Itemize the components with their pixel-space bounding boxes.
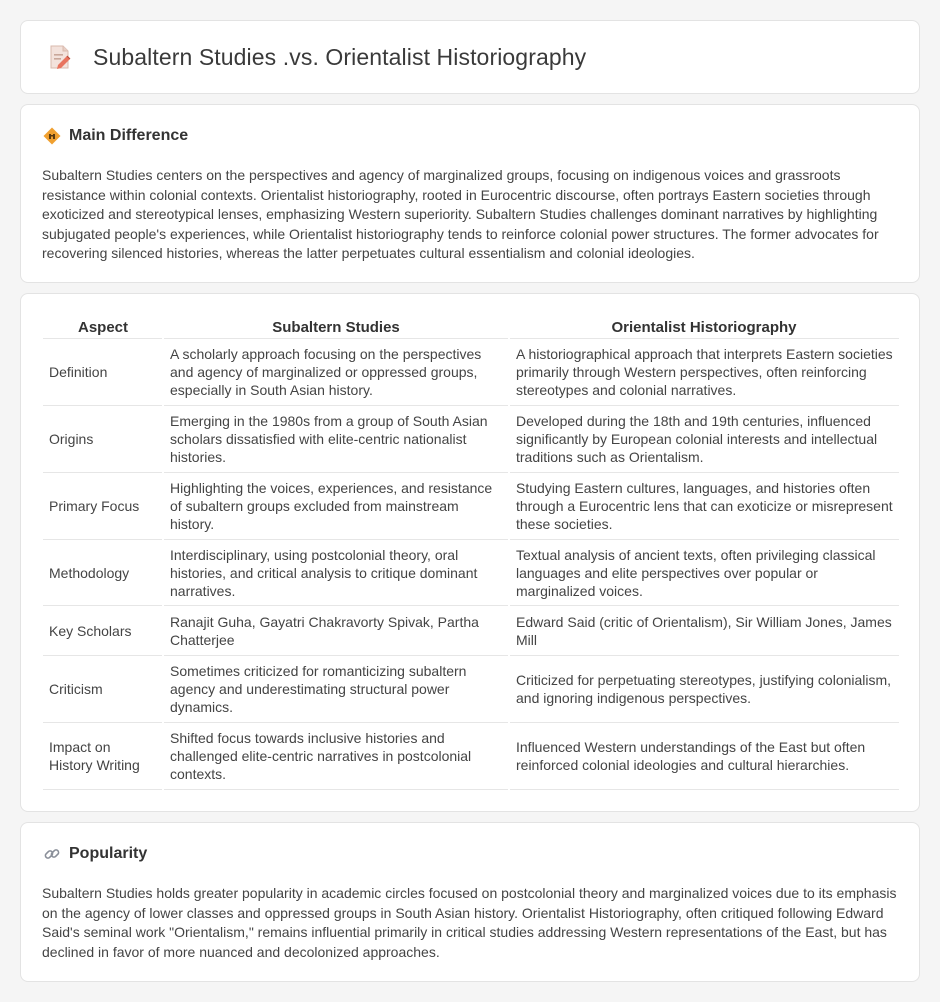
subaltern-cell: A scholarly approach focusing on the perspectives and agency of marginalized or oppressed groups, especially in South Asian history.	[163, 339, 509, 406]
table-row	[43, 339, 899, 406]
table-row	[43, 606, 899, 656]
popularity-heading	[43, 845, 147, 863]
diamond-signpost-icon	[43, 127, 61, 145]
table-row	[43, 406, 899, 473]
aspect-cell: Impact on History Writing	[43, 723, 163, 790]
popularity-text: Subaltern Studies holds greater popularity in academic circles focused on postcolonial theory and marginalized voices due to its emphasis on the agency of lower classes and oppressed groups in South Asian history. Orientalist Historiography, often critiqued following Edward Said's seminal work "Orientalism," remains influential primarily in critical studies addressing Western representations of the East, but has declined in favor of more nuanced and decolonized approaches.	[42, 885, 897, 960]
table-row	[43, 723, 899, 790]
subaltern-cell: Sometimes criticized for romanticizing subaltern agency and underestimating structural power dynamics.	[163, 656, 509, 723]
comparison-card	[20, 293, 920, 812]
title-row	[47, 43, 586, 71]
comparison-table	[43, 316, 899, 790]
subaltern-cell: Ranajit Guha, Gayatri Chakravorty Spivak, Partha Chatterjee	[163, 606, 509, 656]
aspect-cell: Methodology	[43, 540, 163, 606]
subaltern-cell: Highlighting the voices, experiences, and resistance of subaltern groups excluded from mainstream history.	[163, 473, 509, 540]
orientalist-cell: Influenced Western understandings of the East but often reinforced colonial ideologies and cultural hierarchies.	[509, 723, 899, 790]
table-row	[43, 473, 899, 540]
orientalist-cell: Developed during the 18th and 19th centuries, influenced significantly by European colonial interests and intellectual traditions such as Orientalism.	[509, 406, 899, 473]
main-difference-card	[20, 104, 920, 283]
aspect-cell: Definition	[43, 339, 163, 406]
header-orientalist: Orientalist Historiography	[509, 316, 899, 339]
table-row	[43, 540, 899, 606]
popularity-title: Popularity	[69, 845, 148, 862]
orientalist-cell: A historiographical approach that interprets Eastern societies primarily through Western perspectives, often reinforcing stereotypes and colonial narratives.	[509, 339, 899, 406]
orientalist-cell: Textual analysis of ancient texts, often privileging classical languages and elite perspectives over popular or marginalized voices.	[509, 540, 899, 606]
popularity-card	[20, 822, 920, 982]
aspect-cell: Criticism	[43, 656, 163, 723]
table-row	[43, 656, 899, 723]
orientalist-cell: Criticized for perpetuating stereotypes, justifying colonialism, and ignoring indigenous perspectives.	[509, 656, 899, 723]
orientalist-cell: Studying Eastern cultures, languages, and histories often through a Eurocentric lens that can exoticize or misrepresent these societies.	[509, 473, 899, 540]
subaltern-cell: Shifted focus towards inclusive histories and challenged elite-centric narratives in postcolonial contexts.	[163, 723, 509, 790]
header-subaltern: Subaltern Studies	[163, 316, 509, 339]
main-difference-title: Main Difference	[69, 127, 189, 144]
subaltern-cell: Emerging in the 1980s from a group of South Asian scholars dissatisfied with elite-centric nationalist histories.	[163, 406, 509, 473]
aspect-cell: Primary Focus	[43, 473, 163, 540]
main-difference-text: Subaltern Studies centers on the perspectives and agency of marginalized groups, focusing on indigenous voices and grassroots resistance within colonial contexts. Orientalist historiography, rooted in Eurocentric discourse, often portrays Eastern societies through exoticized and stereotypical lenses, emphasizing Western superiority. Subaltern Studies challenges dominant narratives by highlighting subjugated people's experiences, while Orientalist historiography tends to reinforce colonial power structures. The former advocates for recovering silenced histories, whereas the latter perpetuates cultural essentialism and colonial ideologies.	[42, 167, 879, 261]
page-title: Subaltern Studies .vs. Orientalist Historiography	[93, 43, 587, 70]
aspect-cell: Key Scholars	[43, 606, 163, 656]
aspect-cell: Origins	[43, 406, 163, 473]
main-difference-heading	[43, 127, 188, 145]
document-pen-icon	[47, 43, 73, 71]
header-aspect: Aspect	[43, 316, 163, 339]
header-card	[20, 20, 920, 94]
subaltern-cell: Interdisciplinary, using postcolonial theory, oral histories, and critical analysis to critique dominant narratives.	[163, 540, 509, 606]
orientalist-cell: Edward Said (critic of Orientalism), Sir William Jones, James Mill	[509, 606, 899, 656]
table-header-row	[43, 316, 899, 339]
link-icon	[43, 845, 61, 863]
